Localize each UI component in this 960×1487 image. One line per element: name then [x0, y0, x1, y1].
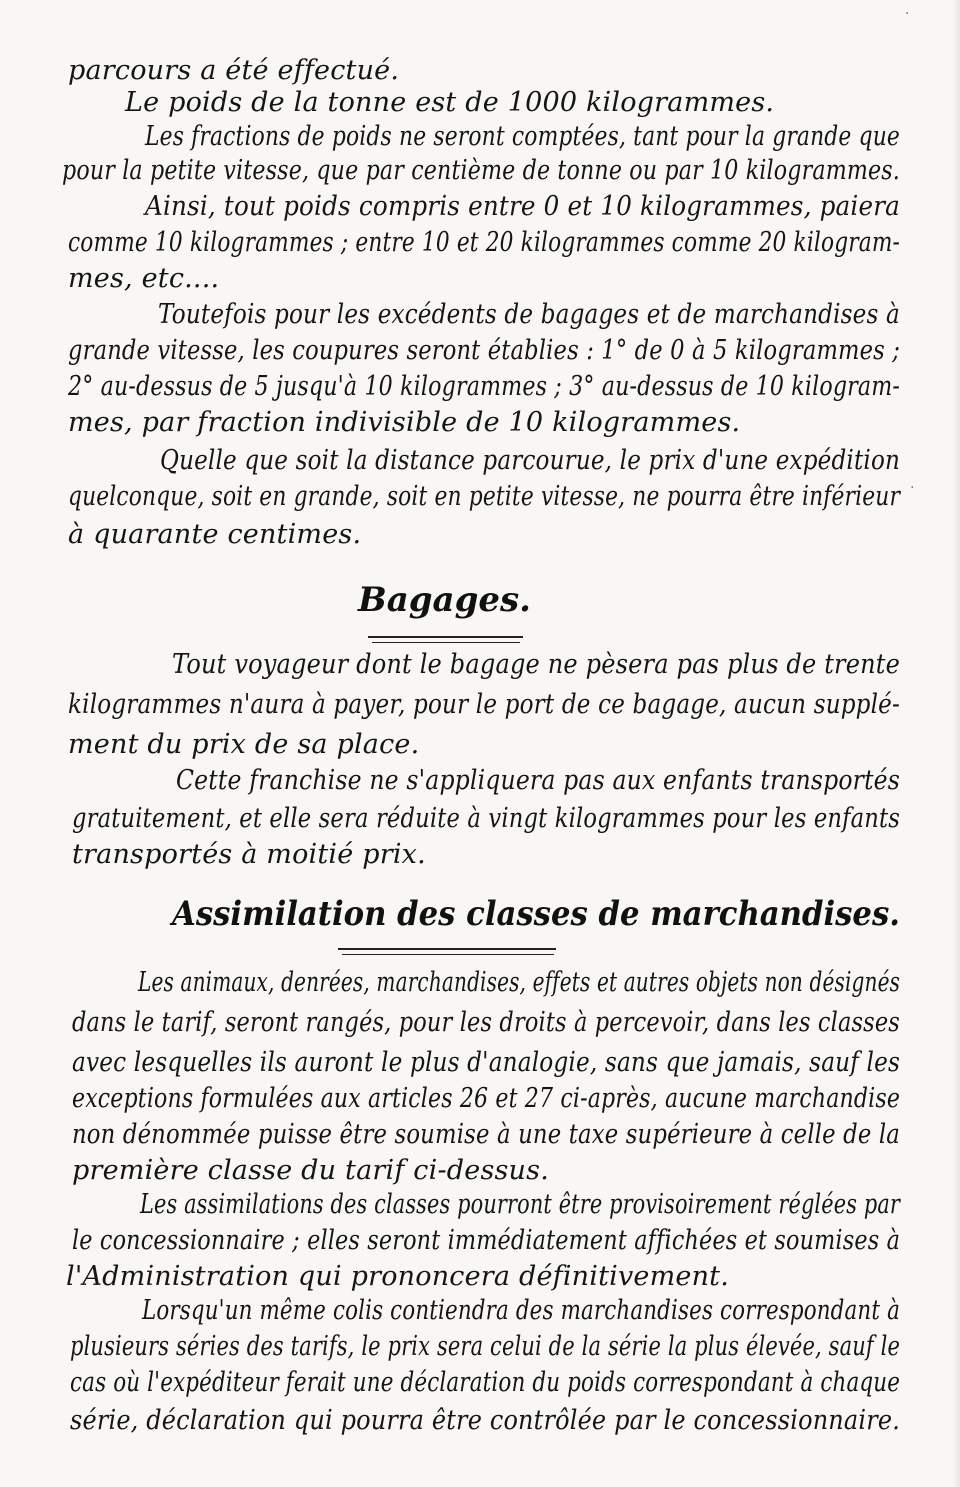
scan-edge-shadow — [952, 0, 960, 1487]
text-line-content: première classe du tarif ci-dessus. — [72, 1155, 549, 1186]
text-line-content: à quarante centimes. — [68, 519, 362, 550]
text-line-content: le concessionnaire ; elles seront immédiatement affichées et soumises à — [72, 1225, 901, 1256]
text-line-content: avec lesquelles ils auront le plus d'analogie, sans que jamais, sauf les — [72, 1047, 901, 1078]
text-line-content: kilogrammes n'aura à payer, pour le port de ce bagage, aucun supplé- — [68, 689, 900, 720]
text-line-content: Les assimilations des classes pourront être provisoirement réglées par — [140, 1189, 901, 1220]
text-line-content: comme 10 kilogrammes ; entre 10 et 20 kilogrammes comme 20 kilogram- — [68, 227, 901, 258]
text-line-content: Quelle que soit la distance parcourue, le prix d'une expédition — [160, 445, 901, 476]
text-line-content: série, déclaration qui pourra être contrôlée par le concessionnaire. — [70, 1405, 901, 1436]
text-line-content: mes, etc.... — [68, 263, 220, 294]
text-line-content: Les animaux, denrées, marchandises, effets et autres objets non désignés — [138, 967, 901, 998]
text-line-content: Les fractions de poids ne seront comptées, tant pour la grande que — [145, 121, 900, 152]
text-line-content: quelconque, soit en grande, soit en petite vitesse, ne pourra être inférieur — [68, 481, 901, 512]
heading-underline — [338, 948, 556, 950]
heading-underline — [368, 636, 523, 638]
text-line-content: cas où l'expéditeur ferait une déclaration du poids correspondant à chaque — [70, 1367, 901, 1398]
text-line-content: exceptions formulées aux articles 26 et 27 ci-après, aucune marchandise — [72, 1083, 901, 1114]
text-line-content: ment du prix de sa place. — [68, 729, 420, 760]
text-line-content: transportés à moitié prix. — [72, 839, 426, 870]
text-line-content: non dénommée puisse être soumise à une taxe supérieure à celle de la — [72, 1119, 901, 1150]
text-line-content: grande vitesse, les coupures seront établies : 1° de 0 à 5 kilogrammes ; — [68, 335, 901, 366]
section-heading-assimilation: Assimilation des classes de marchandises. — [172, 894, 900, 934]
text-line-content: Ainsi, tout poids compris entre 0 et 10 kilogrammes, paiera — [145, 191, 901, 222]
scan-speck: · — [910, 480, 915, 496]
scan-speck: · — [905, 6, 910, 22]
text-line-content: 2° au-dessus de 5 jusqu'à 10 kilogrammes ; 3° au-dessus de 10 kilogram- — [68, 371, 901, 402]
section-heading-bagages: Bagages. — [358, 580, 531, 620]
text-line-content: l'Administration qui prononcera définitivement. — [66, 1261, 730, 1292]
text-line-content: plusieurs séries des tarifs, le prix sera celui de la série la plus élevée, sauf le — [70, 1331, 901, 1362]
text-line-content: Tout voyageur dont le bagage ne pèsera pas plus de trente — [172, 649, 901, 680]
text-line-content: mes, par fraction indivisible de 10 kilogrammes. — [68, 407, 741, 438]
heading-underline-thin — [342, 954, 554, 955]
text-line-content: Le poids de la tonne est de 1000 kilogrammes. — [125, 87, 775, 118]
text-line-content: parcours a été effectué. — [68, 55, 400, 86]
text-line-content: Toutefois pour les excédents de bagages et de marchandises à — [158, 299, 900, 330]
text-line-content: Lorsqu'un même colis contiendra des marchandises correspondant à — [142, 1295, 900, 1326]
text-line-content: pour la petite vitesse, que par centième de tonne ou par 10 kilogrammes. — [62, 155, 901, 186]
heading-underline-thin — [372, 642, 520, 643]
text-line-content: Cette franchise ne s'appliquera pas aux enfants transportés — [176, 765, 901, 796]
text-line-content: dans le tarif, seront rangés, pour les droits à percevoir, dans les classes — [72, 1007, 900, 1038]
text-line-content: gratuitement, et elle sera réduite à vingt kilogrammes pour les enfants — [72, 803, 901, 834]
